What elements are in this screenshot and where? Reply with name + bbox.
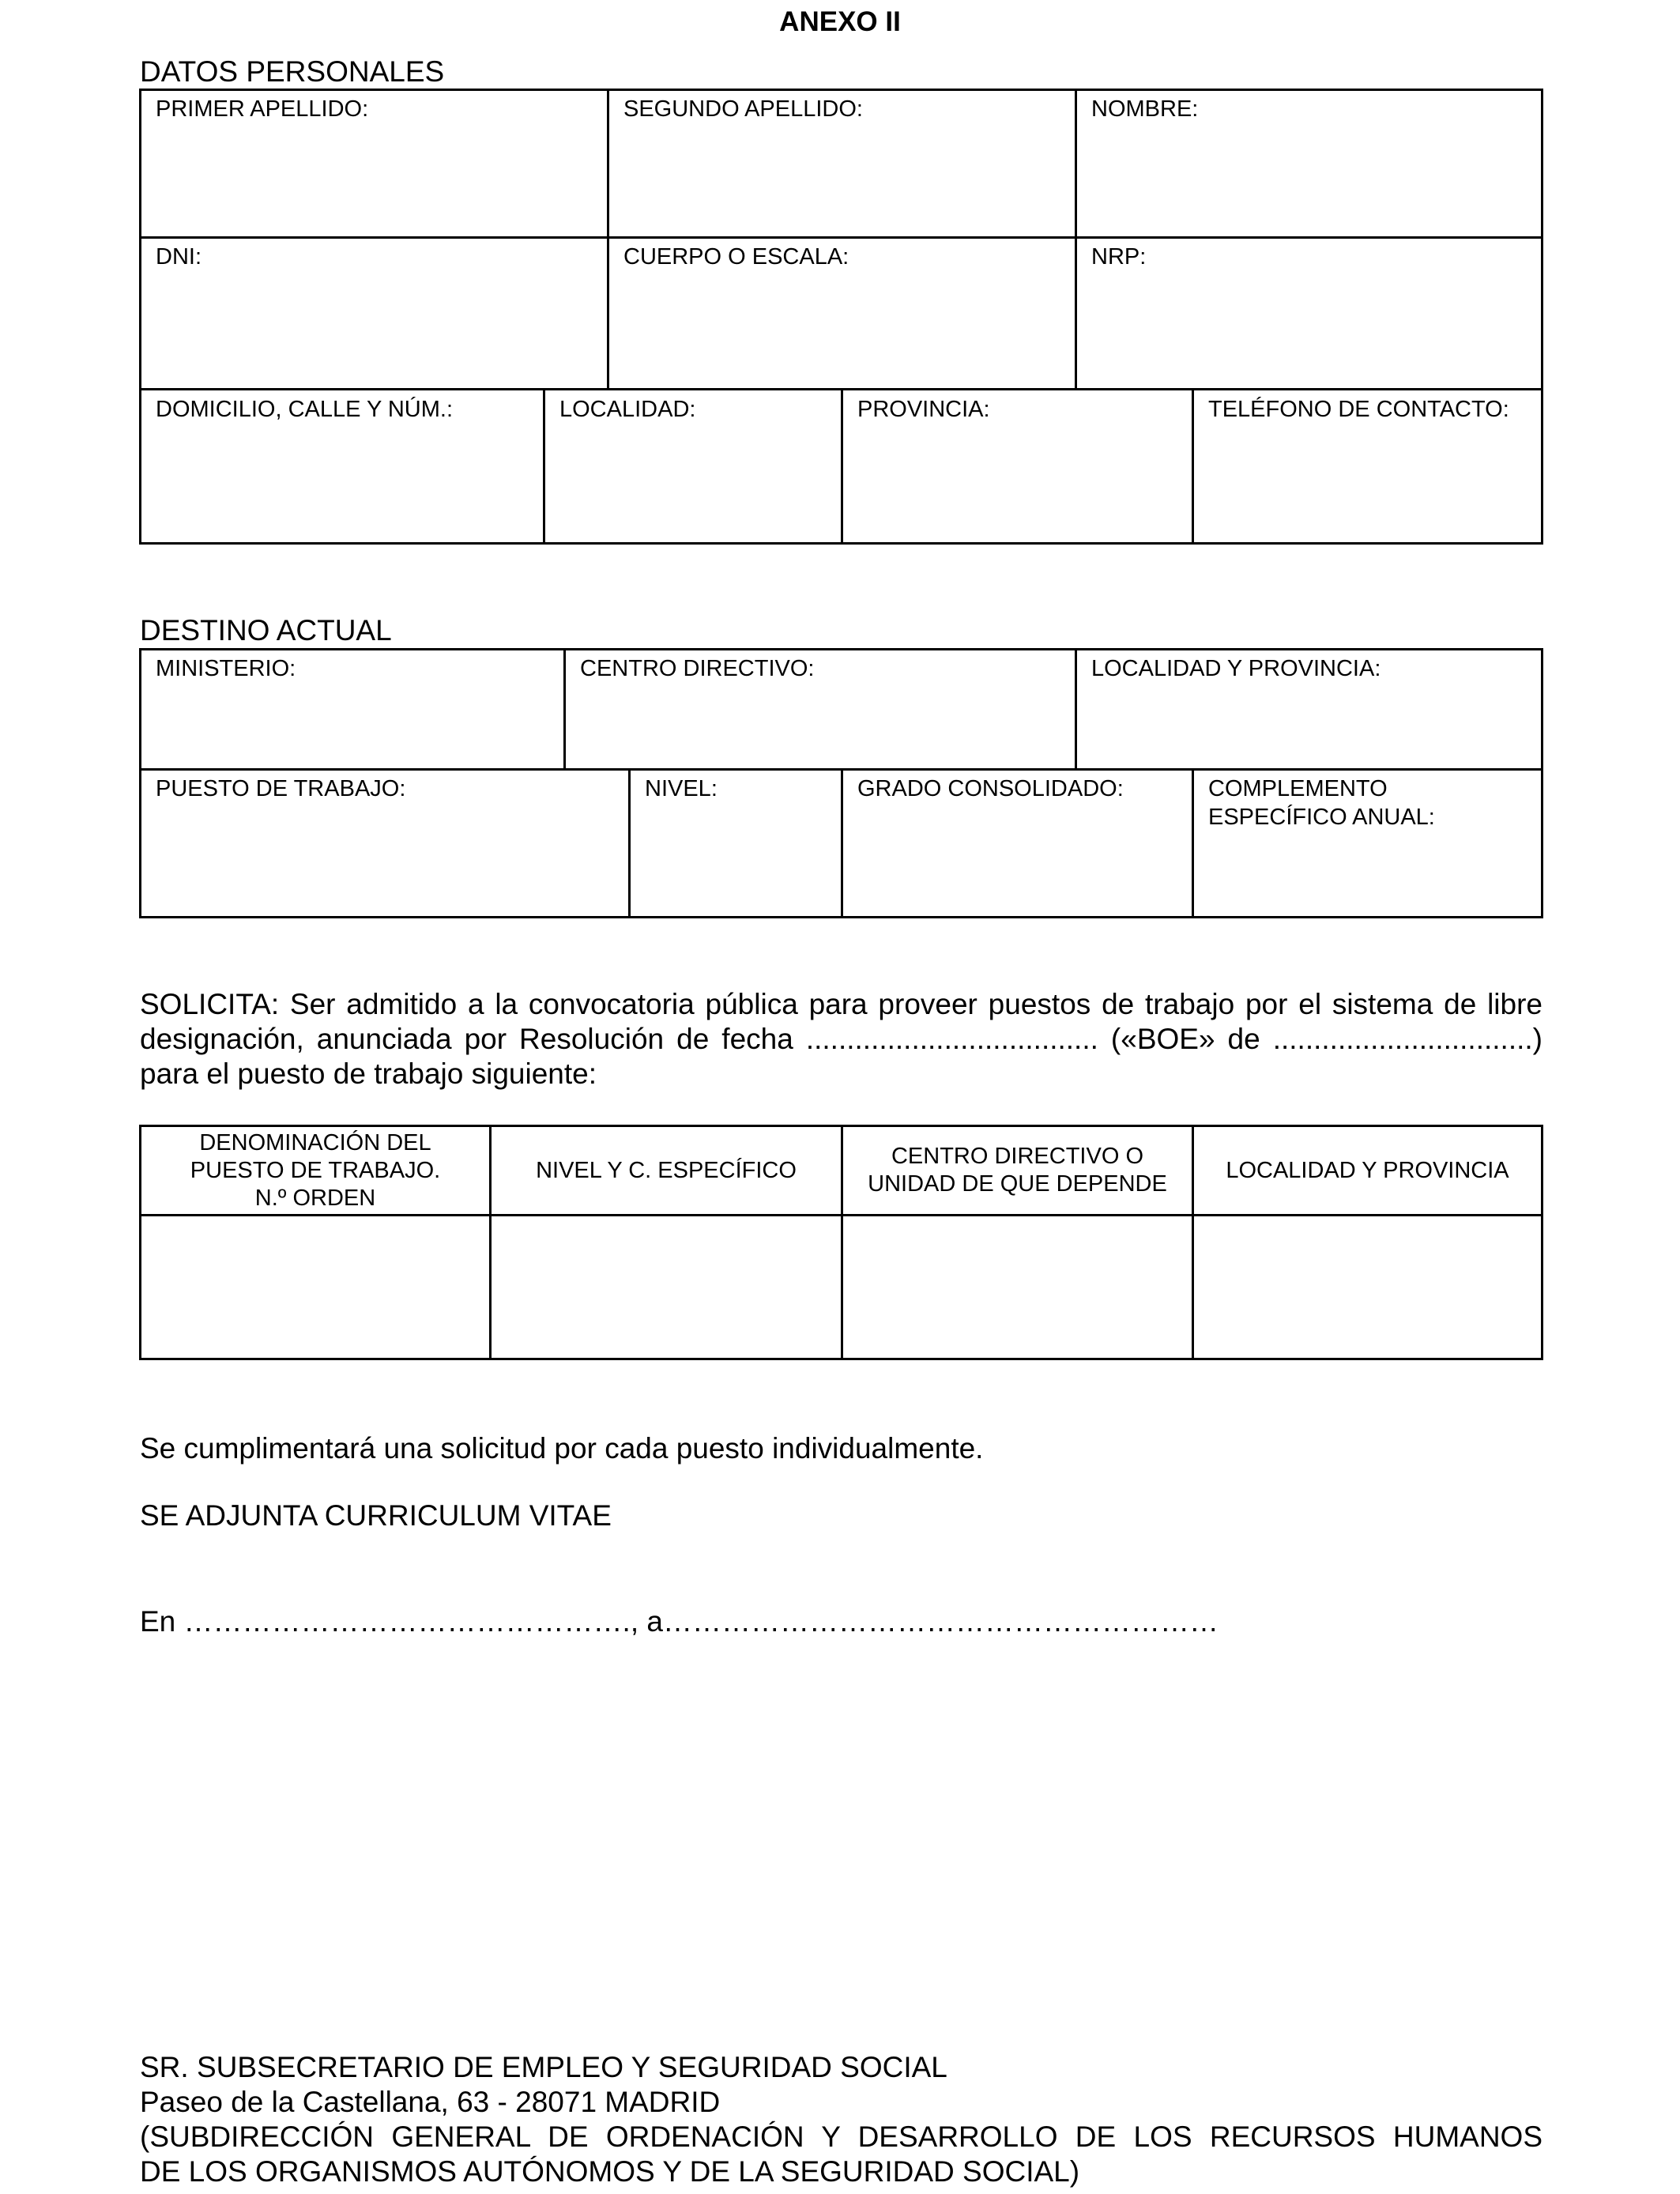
field-ministerio[interactable]: MINISTERIO: <box>156 656 296 681</box>
field-cuerpo-o-escala[interactable]: CUERPO O ESCALA: <box>623 244 849 270</box>
section-heading-destino-actual: DESTINO ACTUAL <box>140 614 392 647</box>
subdireccion-line: DE LOS ORGANISMOS AUTÓNOMOS Y DE LA SEGURIDAD SOCIAL) <box>140 2155 1080 2188</box>
solicita-paragraph <box>140 987 1543 1091</box>
field-complemento-line: ESPECÍFICO ANUAL: <box>1208 805 1435 830</box>
field-nivel[interactable]: NIVEL: <box>645 776 718 801</box>
column-divider <box>1192 768 1194 918</box>
row-divider <box>139 236 1543 239</box>
column-divider <box>628 768 631 918</box>
note-text: Se cumplimentará una solicitud por cada puesto individualmente. <box>140 1432 984 1465</box>
field-segundo-apellido[interactable]: SEGUNDO APELLIDO: <box>623 96 863 122</box>
section-heading-datos-personales: DATOS PERSONALES <box>140 55 445 88</box>
column-divider <box>1075 89 1077 390</box>
table-cell-denominacion[interactable] <box>141 1216 489 1358</box>
table-cell-localidad[interactable] <box>1194 1216 1541 1358</box>
field-complemento-line: COMPLEMENTO <box>1208 776 1388 801</box>
subdireccion-line: (SUBDIRECCIÓN GENERAL DE ORDENACIÓN Y DESARROLLO DE LOS RECURSOS HUMANOS <box>140 2120 1543 2153</box>
address-line: Paseo de la Castellana, 63 - 28071 MADRID <box>140 2086 721 2118</box>
header-line: N.º ORDEN <box>254 1185 376 1211</box>
field-grado-consolidado[interactable]: GRADO CONSOLIDADO: <box>857 776 1124 801</box>
column-divider <box>1192 388 1194 545</box>
field-localidad[interactable]: LOCALIDAD: <box>559 397 696 422</box>
field-nrp[interactable]: NRP: <box>1091 244 1147 270</box>
field-centro-directivo[interactable]: CENTRO DIRECTIVO: <box>580 656 815 681</box>
solicita-line: designación, anunciada por Resolución de fecha .................................... («BOE» de ................................) <box>140 1023 1543 1055</box>
addressee-block <box>140 2050 1543 2189</box>
header-line: PUESTO DE TRABAJO. <box>190 1157 441 1183</box>
column-divider <box>543 388 545 545</box>
adjunta-text: SE ADJUNTA CURRICULUM VITAE <box>140 1499 612 1532</box>
field-primer-apellido[interactable]: PRIMER APELLIDO: <box>156 96 369 122</box>
header-line: CENTRO DIRECTIVO O <box>891 1144 1143 1169</box>
solicita-line: SOLICITA: Ser admitido a la convocatoria pública para proveer puestos de trabajo por el sistema de libre <box>140 988 1543 1020</box>
field-telefono[interactable]: TELÉFONO DE CONTACTO: <box>1208 397 1509 422</box>
field-localidad-provincia[interactable]: LOCALIDAD Y PROVINCIA: <box>1091 656 1381 681</box>
field-dni[interactable]: DNI: <box>156 244 202 270</box>
field-provincia[interactable]: PROVINCIA: <box>857 397 990 422</box>
field-complemento-especifico[interactable] <box>1208 775 1435 831</box>
table-header-localidad: LOCALIDAD Y PROVINCIA <box>1226 1157 1509 1183</box>
table-header-nivel: NIVEL Y C. ESPECÍFICO <box>536 1157 797 1183</box>
column-divider <box>841 388 843 545</box>
column-divider <box>841 768 843 918</box>
column-divider <box>1075 648 1077 771</box>
table-header-centro-directivo <box>843 1127 1192 1214</box>
column-divider <box>563 648 566 771</box>
place-date-line[interactable]: En ………………………………………., a………………………………………………… <box>140 1605 1219 1638</box>
solicita-line: para el puesto de trabajo siguiente: <box>140 1057 597 1090</box>
table-cell-centro[interactable] <box>843 1216 1192 1358</box>
header-line: DENOMINACIÓN DEL <box>199 1129 431 1155</box>
header-line: UNIDAD DE QUE DEPENDE <box>868 1171 1167 1197</box>
table-cell-nivel[interactable] <box>492 1216 841 1358</box>
table-header-denominacion <box>141 1127 489 1214</box>
column-divider <box>607 89 609 390</box>
field-domicilio[interactable]: DOMICILIO, CALLE Y NÚM.: <box>156 397 454 422</box>
addressee-line: SR. SUBSECRETARIO DE EMPLEO Y SEGURIDAD SOCIAL <box>140 2051 947 2083</box>
field-puesto-de-trabajo[interactable]: PUESTO DE TRABAJO: <box>156 776 406 801</box>
page-title: ANEXO II <box>779 6 901 37</box>
field-nombre[interactable]: NOMBRE: <box>1091 96 1199 122</box>
